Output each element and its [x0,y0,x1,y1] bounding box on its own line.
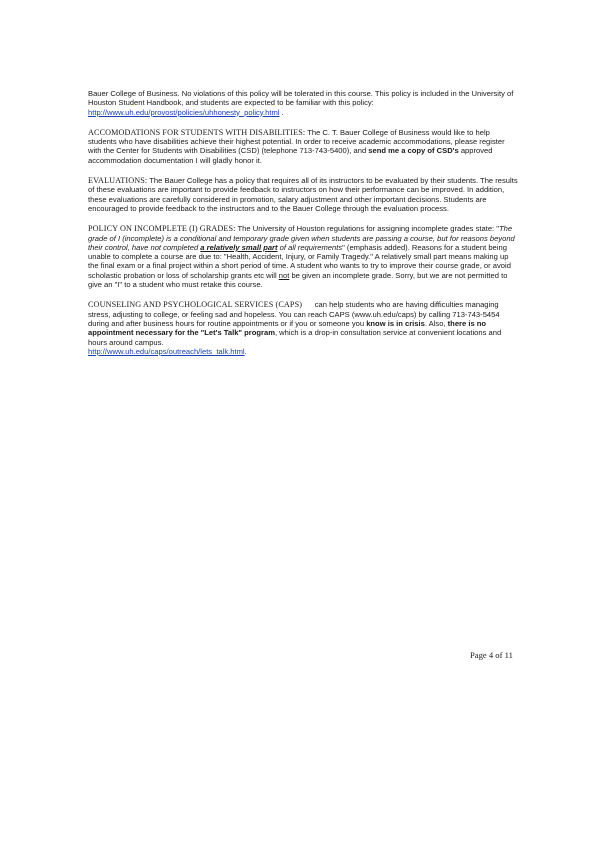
caps-link-end: . [244,346,247,356]
evaluations-text: The Bauer College has a policy that requires all of its instructors to be evaluated by their students. The results of these evaluations are important to provide feedback to instructors on how their performance can be improved. In addition, these evaluations are carefully considered in promotion, salary adjustment and other important decisions. Students are encouraged to provide feedback to the instructors and to the Bauer College through the evaluation process. [88,176,518,213]
evaluations-heading: EVALUATIONS: [88,176,148,186]
honesty-policy-end: . [281,107,284,117]
accommodations-text-end: approved accommodation documentation I will gladly honor it. [88,146,493,165]
evaluations-paragraph [88,176,520,213]
incomplete-emphasis: a relatively small part [200,242,278,252]
counseling-heading: COUNSELING AND PSYCHOLOGICAL SERVICES (CAPS) [88,300,303,310]
incomplete-quote-2: of all requirements [277,242,343,252]
incomplete-not: not [278,270,290,280]
incomplete-paragraph [88,224,520,289]
accommodations-heading: ACCOMODATIONS FOR STUDENTS WITH DISABILITIES: [88,127,306,137]
incomplete-quote-1: The grade of I (incomplete) is a conditional and temporary grade given when students are passing a course, but for reasons beyond their control, have not completed [88,224,515,252]
page-number: Page 4 of 11 [470,650,513,660]
counseling-text-1: can help students who are having difficulties managing stress, adjusting to college, or feeling sad and hopeless. You can reach CAPS (www.uh.edu/caps) by calling 713-743-5454 during and after business hours for routine appointments or if you or someone you [88,300,500,328]
caps-link[interactable]: http://www.uh.edu/caps/outreach/lets_talk.html [88,346,245,356]
accommodations-paragraph [88,128,520,165]
honesty-policy-link[interactable]: http://www.uh.edu/provost/policies/uhhonesty_policy.html [88,107,280,117]
counseling-text-3: , which is a drop-in consultation service at convenient locations and hours around campus. [88,328,502,347]
honesty-policy-paragraph [88,89,520,117]
incomplete-heading: POLICY ON INCOMPLETE (I) GRADES: [88,224,236,234]
counseling-bold-2: there is no appointment necessary for the "Let's Talk" program [88,318,487,338]
accommodations-text: The C. T. Bauer College of Business would like to help students who have disabilities achieve their highest potential. In order to receive academic accommodations, please register with the Center for Students with Disabilities (CSD) (telephone 713-743-5400), and [88,127,505,156]
counseling-paragraph [88,300,520,356]
accommodations-bold-text: send me a copy of CSD's [368,146,459,156]
incomplete-text-2: " (emphasis added). Reasons for a student being unable to complete a course are due to: "Health, Accident, Injury, or Family Tragedy." A relatively small part means making up the final exam or a final project within a short period of time. A student who wants to try to improve their course grade, or avoid scholastic probation or loss of scholarship grants etc will [88,242,511,280]
honesty-policy-text: Bauer College of Business. No violations of this policy will be tolerated in this course. This policy is included in the University of Houston Student Handbook, and students are expected to be familiar with this policy: [88,89,514,108]
counseling-bold-1: know is in crisis [366,318,425,328]
incomplete-text-3: be given an incomplete grade. Sorry, but we are not permitted to give an "I" to a student who must retake this course. [88,270,508,290]
document-page [88,89,520,367]
counseling-text-2: . Also, [424,318,448,328]
incomplete-text-1: The University of Houston regulations for assigning incomplete grades state: " [237,224,499,234]
